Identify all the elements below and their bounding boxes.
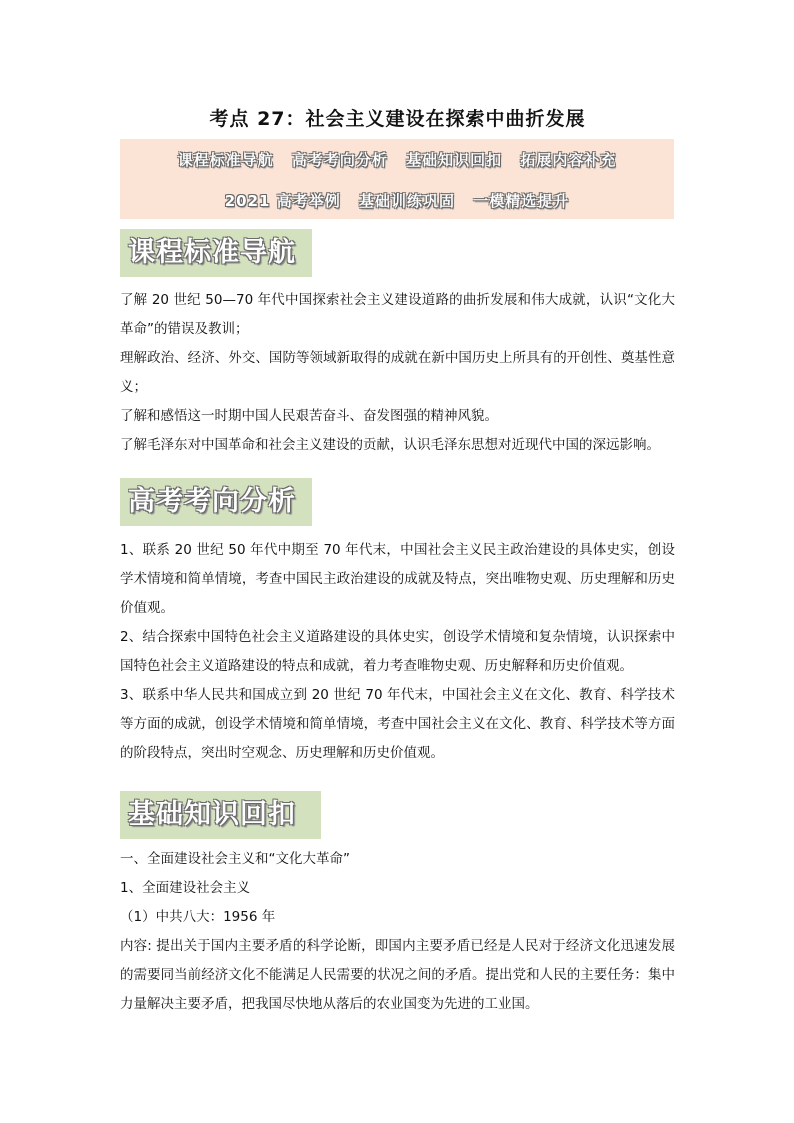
paragraph: （1）中共八大：1956 年 (120, 909, 276, 925)
section-nav-row (120, 149, 674, 170)
paragraph: 3、联系中华人民共和国成立到 20 世纪 70 年代末，中国社会主义在文化、教育、科学技术等方面的成就，创设学术情境和简单情境，考查中国社会主义在文化、教育、科学技术等方面的阶段特点，突出时空观念、历史理解和历史价值观。 (120, 687, 675, 761)
nav-link-basic-training[interactable]: 基础训练巩固 (358, 192, 455, 210)
page-title: 考点 27：社会主义建设在探索中曲折发展 (209, 108, 586, 130)
nav-link-exam[interactable]: 高考考向分析 (291, 151, 388, 169)
paragraph: 1、全面建设社会主义 (120, 880, 251, 896)
paragraph: 了解 20 世纪 50—70 年代中国探索社会主义建设道路的曲折发展和伟大成就，认识“文化大革命”的错误及教训； (120, 292, 675, 337)
standard-text (120, 286, 675, 460)
paragraph: 一、全面建设社会主义和“文化大革命” (120, 851, 350, 867)
paragraph: 了解毛泽东对中国革命和社会主义建设的贡献，认识毛泽东思想对近现代中国的深远影响。 (120, 437, 660, 453)
basics-text (120, 845, 675, 1019)
nav-link-mock-exam[interactable]: 一模精选提升 (473, 192, 570, 210)
section-nav-box (120, 139, 674, 219)
section-heading-basics: 基础知识回扣 (120, 791, 321, 839)
section-heading-standard: 课程标准导航 (120, 229, 312, 277)
nav-link-extension[interactable]: 拓展内容补充 (520, 151, 617, 169)
paragraph: 了解和感悟这一时期中国人民艰苦奋斗、奋发图强的精神风貌。 (120, 408, 498, 424)
paragraph: 1、联系 20 世纪 50 年代中期至 70 年代末，中国社会主义民主政治建设的具体史实，创设学术情境和简单情境，考查中国民主政治建设的成就及特点，突出唯物史观、历史理解和历史价值观。 (120, 542, 675, 616)
nav-link-standard[interactable]: 课程标准导航 (177, 151, 274, 169)
paragraph: 2、结合探索中国特色社会主义道路建设的具体史实，创设学术情境和复杂情境，认识探索中国特色社会主义道路建设的特点和成就，着力考查唯物史观、历史解释和历史价值观。 (120, 629, 675, 674)
nav-link-2021-examples[interactable]: 2021 高考举例 (224, 192, 341, 210)
nav-link-basics[interactable]: 基础知识回扣 (406, 151, 503, 169)
paragraph: 理解政治、经济、外交、国防等领域新取得的成就在新中国历史上所具有的开创性、奠基性意义； (120, 350, 675, 395)
section-nav-row (120, 190, 674, 211)
exam-text (120, 536, 675, 768)
paragraph: 内容: 提出关于国内主要矛盾的科学论断，即国内主要矛盾已经是人民对于经济文化迅速发展的需要同当前经济文化不能满足人民需要的状况之间的矛盾。提出党和人民的主要任务：集中力量解决主要矛盾，把我国尽快地从落后的农业国变为先进的工业国。 (120, 938, 675, 1012)
section-heading-exam: 高考考向分析 (120, 478, 312, 526)
